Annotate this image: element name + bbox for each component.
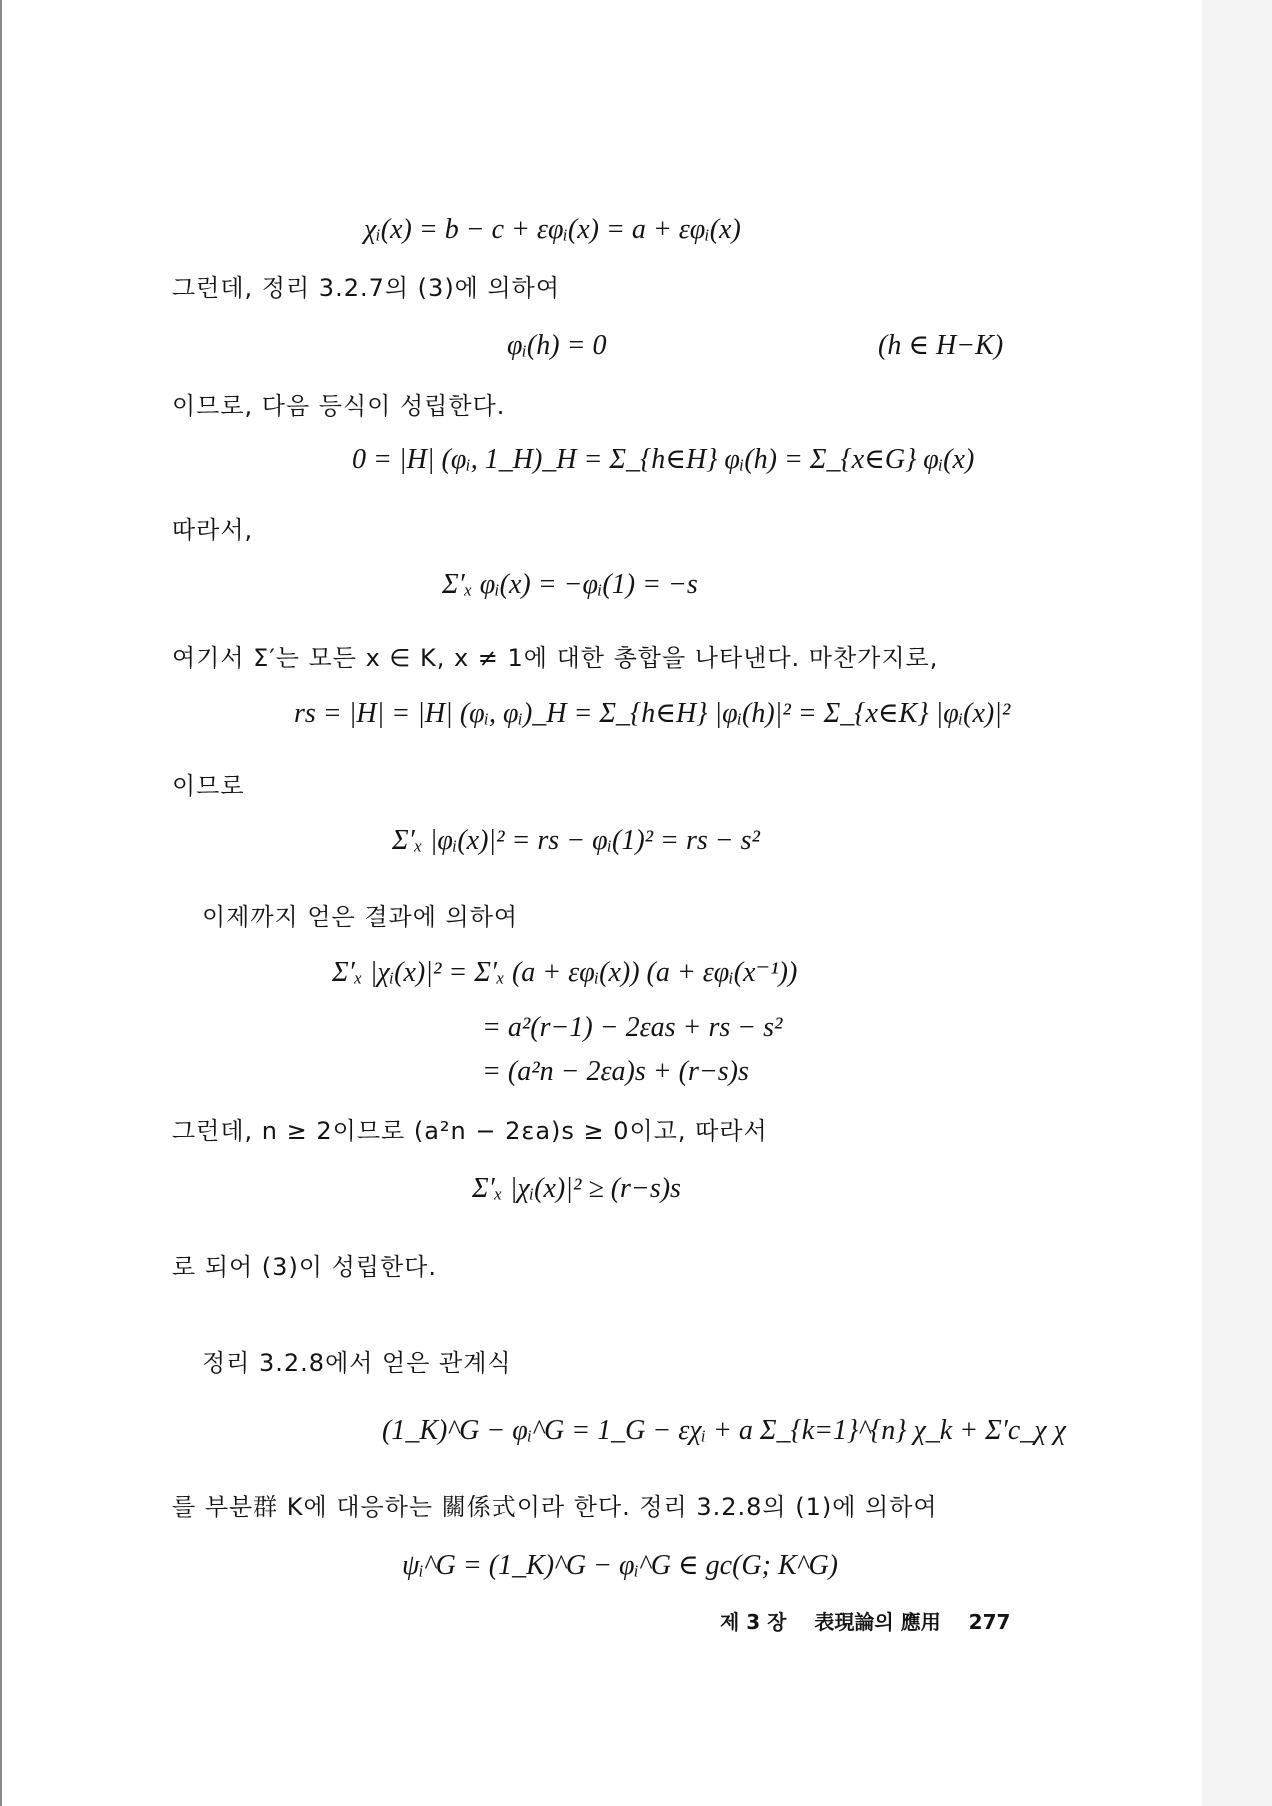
text-line: 를 부분群 K에 대응하는 關係式이라 한다. 정리 3.2.8의 (1)에 의하여 — [172, 1493, 938, 1521]
equation-continued-1: = a²(r−1) − 2εas + rs − s² — [482, 1012, 783, 1043]
equation-rs: rs = |H| = |H| (φᵢ, φᵢ)_H = Σ_{h∈H} |φᵢ(h)|² = Σ_{x∈K} |φᵢ(x)|² — [294, 698, 1011, 729]
text-line: 여기서 Σ′는 모든 x ∈ K, x ≠ 1에 대한 총합을 나타낸다. 마찬가지로, — [172, 644, 939, 672]
footer-title: 表現論의 應用 — [814, 1610, 941, 1634]
equation-relation: (1_K)^G − φᵢ^G = 1_G − εχᵢ + a Σ_{k=1}^{n} χ_k + Σ′c_χ χ — [382, 1415, 1066, 1446]
equation-condition: (h ∈ H−K) — [878, 330, 1004, 361]
footer — [720, 1605, 1010, 1639]
equation-inequality: Σ′ₓ |χᵢ(x)|² ≥ (r−s)s — [472, 1173, 681, 1204]
equation-sum-prime-chi: Σ′ₓ |χᵢ(x)|² = Σ′ₓ (a + εφᵢ(x)) (a + εφᵢ(x⁻¹)) — [332, 957, 798, 988]
text-line: 그런데, 정리 3.2.7의 (3)에 의하여 — [172, 274, 561, 302]
page-number: 277 — [968, 1610, 1011, 1634]
text-line: 로 되어 (3)이 성립한다. — [172, 1253, 437, 1281]
text-line: 이므로, 다음 등식이 성립한다. — [172, 392, 506, 420]
equation-sum-prime-phi-squared: Σ′ₓ |φᵢ(x)|² = rs − φᵢ(1)² = rs − s² — [392, 825, 760, 856]
equation-phi-h-zero: φᵢ(h) = 0 — [507, 330, 607, 361]
text-line: 그런데, n ≥ 2이므로 (a²n − 2εa)s ≥ 0이고, 따라서 — [172, 1117, 768, 1145]
text-line: 정리 3.2.8에서 얻은 관계식 — [202, 1349, 512, 1377]
text-line: 이제까지 얻은 결과에 의하여 — [202, 903, 519, 931]
footer-chapter: 제 3 장 — [720, 1610, 787, 1634]
equation-chi-definition: χᵢ(x) = b − c + εφᵢ(x) = a + εφᵢ(x) — [364, 214, 741, 245]
text-line: 이므로 — [172, 772, 245, 800]
equation-inner-product-H: 0 = |H| (φᵢ, 1_H)_H = Σ_{h∈H} φᵢ(h) = Σ_{x∈G} φᵢ(x) — [352, 444, 975, 475]
page-edge — [1202, 0, 1272, 1806]
equation-sum-prime-phi: Σ′ₓ φᵢ(x) = −φᵢ(1) = −s — [442, 569, 698, 600]
text-line: 따라서, — [172, 516, 254, 544]
equation-psi: ψᵢ^G = (1_K)^G − φᵢ^G ∈ gc(G; K^G) — [402, 1550, 839, 1581]
equation-continued-2: = (a²n − 2εa)s + (r−s)s — [482, 1056, 749, 1087]
